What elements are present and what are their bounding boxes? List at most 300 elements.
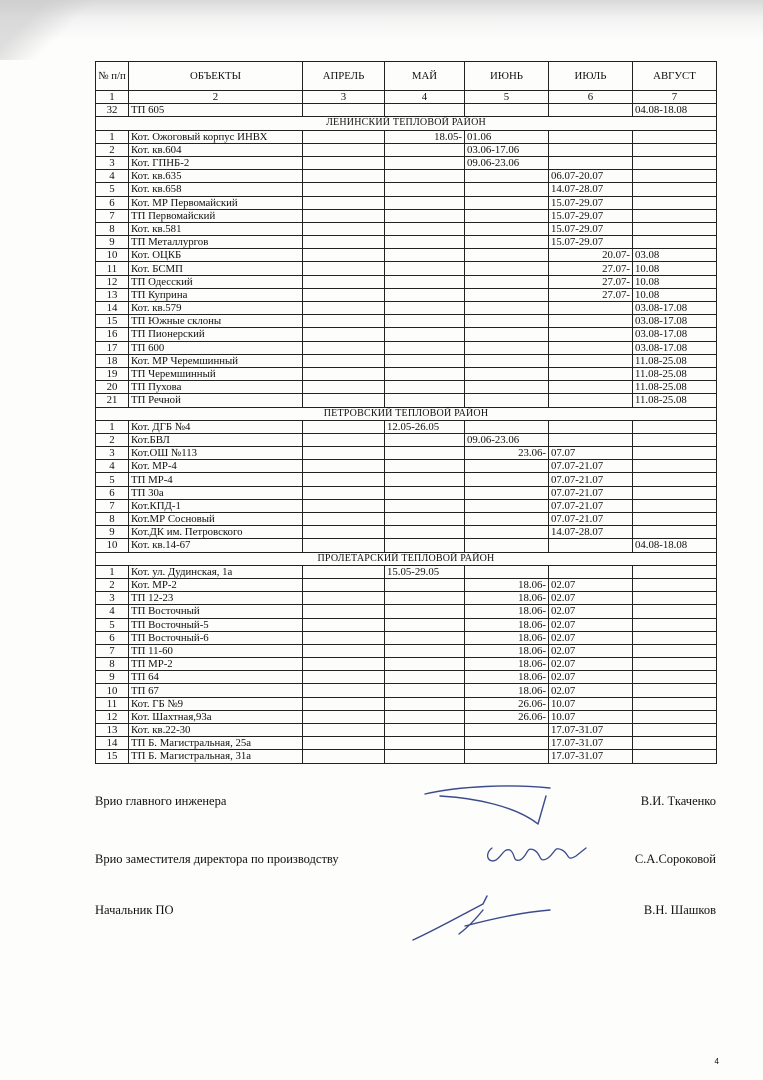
schedule-cell — [633, 170, 717, 183]
object-name: ТП 30а — [129, 486, 303, 499]
schedule-cell — [465, 473, 549, 486]
header-august: АВГУСТ — [633, 62, 717, 91]
schedule-dates: 17.07-31.07 — [549, 737, 633, 750]
table-row — [96, 592, 717, 605]
schedule-cell — [303, 473, 385, 486]
schedule-start: 18.06- — [465, 658, 549, 671]
table-row — [96, 209, 717, 222]
schedule-cell — [465, 460, 549, 473]
schedule-cell — [385, 262, 465, 275]
schedule-cell — [303, 104, 385, 117]
schedule-dates: 11.08-25.08 — [633, 354, 717, 367]
object-name: Кот.ДК им. Петровского — [129, 526, 303, 539]
schedule-dates: 03.08-17.08 — [633, 315, 717, 328]
schedule-cell — [303, 249, 385, 262]
table-row — [96, 697, 717, 710]
table-row — [96, 644, 717, 657]
schedule-end: 02.07 — [549, 605, 633, 618]
schedule-cell — [303, 262, 385, 275]
signature-name: С.А.Сороковой — [634, 852, 716, 866]
schedule-cell — [385, 697, 465, 710]
schedule-end: 02.07 — [549, 644, 633, 657]
row-number: 21 — [96, 394, 129, 407]
object-name: ТП 64 — [129, 671, 303, 684]
table-row — [96, 104, 717, 117]
object-name: Кот. БСМП — [129, 262, 303, 275]
schedule-cell — [303, 526, 385, 539]
schedule-cell — [385, 156, 465, 169]
schedule-cell — [385, 170, 465, 183]
table-row — [96, 578, 717, 591]
object-name: ТП 600 — [129, 341, 303, 354]
table-row — [96, 302, 717, 315]
schedule-cell — [465, 222, 549, 235]
object-name: Кот.КПД-1 — [129, 499, 303, 512]
row-number: 4 — [96, 460, 129, 473]
schedule-dates: 17.07-31.07 — [549, 724, 633, 737]
schedule-cell — [385, 222, 465, 235]
schedule-cell — [385, 724, 465, 737]
schedule-cell — [465, 486, 549, 499]
schedule-cell — [303, 222, 385, 235]
schedule-cell — [303, 433, 385, 446]
object-name: Кот. кв.22-30 — [129, 724, 303, 737]
schedule-cell — [303, 605, 385, 618]
schedule-cell — [465, 209, 549, 222]
schedule-cell — [385, 288, 465, 301]
schedule-cell — [465, 315, 549, 328]
header-objects: ОБЪЕКТЫ — [129, 62, 303, 91]
colnum: 6 — [549, 91, 633, 104]
schedule-cell — [385, 236, 465, 249]
section-row — [96, 552, 717, 565]
schedule-cell — [385, 710, 465, 723]
table-row — [96, 315, 717, 328]
signature-role: Начальник ПО — [95, 903, 174, 917]
schedule-end: 07.07 — [549, 447, 633, 460]
schedule-cell — [385, 578, 465, 591]
schedule-dates: 07.07-21.07 — [549, 499, 633, 512]
schedule-cell — [633, 486, 717, 499]
row-number: 11 — [96, 697, 129, 710]
schedule-cell — [385, 539, 465, 552]
row-number: 5 — [96, 618, 129, 631]
schedule-dates: 03.06-17.06 — [465, 143, 549, 156]
schedule-cell — [385, 618, 465, 631]
schedule-cell — [633, 750, 717, 763]
schedule-end: 10.08 — [633, 262, 717, 275]
row-number: 15 — [96, 315, 129, 328]
scan-corner-shadow — [0, 0, 100, 60]
schedule-dates: 09.06-23.06 — [465, 433, 549, 446]
row-number: 6 — [96, 486, 129, 499]
row-number: 8 — [96, 222, 129, 235]
schedule-cell — [303, 367, 385, 380]
schedule-cell — [385, 499, 465, 512]
header-row — [96, 62, 717, 91]
schedule-cell — [385, 275, 465, 288]
schedule-cell — [385, 473, 465, 486]
schedule-cell — [303, 341, 385, 354]
schedule-end: 10.07 — [549, 697, 633, 710]
schedule-cell — [465, 513, 549, 526]
schedule-cell — [549, 381, 633, 394]
object-name: Кот. ОЦКБ — [129, 249, 303, 262]
object-name: ТП 605 — [129, 104, 303, 117]
schedule-cell — [549, 328, 633, 341]
schedule-cell — [549, 302, 633, 315]
section-row — [96, 407, 717, 420]
row-number: 4 — [96, 605, 129, 618]
row-number: 3 — [96, 592, 129, 605]
object-name: Кот. кв.635 — [129, 170, 303, 183]
schedule-cell — [633, 156, 717, 169]
schedule-end: 02.07 — [549, 578, 633, 591]
schedule-dates: 04.08-18.08 — [633, 539, 717, 552]
schedule-end: 02.07 — [549, 631, 633, 644]
row-number: 9 — [96, 236, 129, 249]
schedule-cell — [633, 526, 717, 539]
schedule-cell — [385, 526, 465, 539]
schedule-cell — [385, 196, 465, 209]
table-row — [96, 236, 717, 249]
schedule-start: 18.06- — [465, 605, 549, 618]
schedule-cell — [385, 460, 465, 473]
schedule-dates: 03.08-17.08 — [633, 302, 717, 315]
table-row — [96, 433, 717, 446]
row-number: 20 — [96, 381, 129, 394]
schedule-cell — [633, 710, 717, 723]
schedule-cell — [465, 302, 549, 315]
schedule-cell — [385, 605, 465, 618]
schedule-cell — [633, 658, 717, 671]
schedule-dates: 12.05-26.05 — [385, 420, 465, 433]
object-name: ТП МР-4 — [129, 473, 303, 486]
schedule-cell — [633, 473, 717, 486]
schedule-cell — [633, 130, 717, 143]
schedule-dates: 15.07-29.07 — [549, 209, 633, 222]
row-number: 17 — [96, 341, 129, 354]
schedule-cell — [549, 420, 633, 433]
row-number: 3 — [96, 156, 129, 169]
schedule-cell — [303, 724, 385, 737]
object-name: ТП Б. Магистральная, 31а — [129, 750, 303, 763]
table-row — [96, 367, 717, 380]
object-name: Кот. МР Первомайский — [129, 196, 303, 209]
row-number: 13 — [96, 288, 129, 301]
schedule-cell — [303, 499, 385, 512]
schedule-cell — [303, 684, 385, 697]
schedule-cell — [303, 565, 385, 578]
schedule-dates: 07.07-21.07 — [549, 473, 633, 486]
schedule-cell — [633, 460, 717, 473]
schedule-cell — [385, 486, 465, 499]
schedule-cell — [633, 209, 717, 222]
object-name: ТП Восточный-5 — [129, 618, 303, 631]
schedule-start: 18.06- — [465, 644, 549, 657]
row-number: 11 — [96, 262, 129, 275]
schedule-cell — [385, 328, 465, 341]
schedule-cell — [385, 433, 465, 446]
row-number: 10 — [96, 539, 129, 552]
schedule-cell — [549, 341, 633, 354]
schedule-end: 02.07 — [549, 592, 633, 605]
object-name: ТП 12-23 — [129, 592, 303, 605]
object-name: Кот. кв.658 — [129, 183, 303, 196]
schedule-cell — [549, 433, 633, 446]
object-name: ТП Пухова — [129, 381, 303, 394]
schedule-start: 27.07- — [549, 262, 633, 275]
schedule-cell — [465, 526, 549, 539]
schedule-cell — [303, 460, 385, 473]
schedule-cell — [303, 750, 385, 763]
schedule-dates: 15.07-29.07 — [549, 222, 633, 235]
object-name: Кот. Шахтная,93а — [129, 710, 303, 723]
schedule-cell — [303, 156, 385, 169]
page-number: 4 — [714, 1057, 719, 1066]
schedule-cell — [549, 367, 633, 380]
table-row — [96, 724, 717, 737]
schedule-cell — [303, 697, 385, 710]
schedule-cell — [303, 420, 385, 433]
schedule-cell — [303, 354, 385, 367]
object-name: ТП Куприна — [129, 288, 303, 301]
schedule-dates: 15.05-29.05 — [385, 565, 465, 578]
object-name: Кот. кв.581 — [129, 222, 303, 235]
schedule-cell — [633, 222, 717, 235]
schedule-start: 18.06- — [465, 684, 549, 697]
table-row — [96, 737, 717, 750]
table-row — [96, 618, 717, 631]
schedule-cell — [385, 341, 465, 354]
colnum: 2 — [129, 91, 303, 104]
schedule-dates: 11.08-25.08 — [633, 367, 717, 380]
row-number: 3 — [96, 447, 129, 460]
schedule-cell — [303, 618, 385, 631]
schedule-cell — [303, 381, 385, 394]
table-row — [96, 565, 717, 578]
schedule-cell — [465, 328, 549, 341]
schedule-cell — [633, 196, 717, 209]
section-row — [96, 117, 717, 130]
object-name: Кот.ОШ №113 — [129, 447, 303, 460]
table-row — [96, 447, 717, 460]
schedule-cell — [465, 565, 549, 578]
schedule-dates: 03.08-17.08 — [633, 341, 717, 354]
schedule-cell — [385, 513, 465, 526]
schedule-cell — [549, 539, 633, 552]
schedule-cell — [465, 104, 549, 117]
schedule-start: 26.06- — [465, 697, 549, 710]
schedule-cell — [385, 737, 465, 750]
schedule-cell — [633, 618, 717, 631]
schedule-cell — [465, 750, 549, 763]
schedule-cell — [633, 605, 717, 618]
table-row — [96, 631, 717, 644]
schedule-cell — [633, 143, 717, 156]
row-number: 1 — [96, 130, 129, 143]
object-name: ТП Южные склоны — [129, 315, 303, 328]
schedule-cell — [385, 644, 465, 657]
schedule-cell — [385, 249, 465, 262]
row-number: 5 — [96, 473, 129, 486]
schedule-cell — [633, 644, 717, 657]
schedule-cell — [303, 539, 385, 552]
row-number: 5 — [96, 183, 129, 196]
schedule-cell — [465, 275, 549, 288]
row-number: 8 — [96, 513, 129, 526]
colnum: 3 — [303, 91, 385, 104]
schedule-cell — [549, 315, 633, 328]
schedule-cell — [549, 130, 633, 143]
schedule-cell — [303, 288, 385, 301]
schedule-dates: 07.07-21.07 — [549, 513, 633, 526]
row-number: 32 — [96, 104, 129, 117]
row-number: 9 — [96, 526, 129, 539]
table-row — [96, 288, 717, 301]
schedule-start: 27.07- — [549, 275, 633, 288]
row-number: 8 — [96, 658, 129, 671]
schedule-cell — [633, 684, 717, 697]
row-number: 10 — [96, 684, 129, 697]
object-name: Кот. Ожоговый корпус ИНВХ — [129, 130, 303, 143]
schedule-cell — [385, 104, 465, 117]
table-row — [96, 526, 717, 539]
schedule-dates: 04.08-18.08 — [633, 104, 717, 117]
schedule-end: 02.07 — [549, 658, 633, 671]
row-number: 1 — [96, 565, 129, 578]
row-number: 2 — [96, 143, 129, 156]
schedule-cell — [385, 367, 465, 380]
table-row — [96, 473, 717, 486]
table-row — [96, 222, 717, 235]
schedule-end: 10.07 — [549, 710, 633, 723]
schedule-dates: 11.08-25.08 — [633, 381, 717, 394]
schedule-cell — [633, 236, 717, 249]
table-row — [96, 262, 717, 275]
schedule-end: 02.07 — [549, 671, 633, 684]
schedule-cell — [465, 354, 549, 367]
schedule-end: 02.07 — [549, 684, 633, 697]
schedule-cell — [465, 381, 549, 394]
schedule-dates: 11.08-25.08 — [633, 394, 717, 407]
row-number: 15 — [96, 750, 129, 763]
header-july: ИЮЛЬ — [549, 62, 633, 91]
table-row — [96, 341, 717, 354]
schedule-cell — [633, 447, 717, 460]
row-number: 12 — [96, 275, 129, 288]
row-number: 7 — [96, 644, 129, 657]
row-number: 6 — [96, 631, 129, 644]
schedule-cell — [465, 367, 549, 380]
table-row — [96, 671, 717, 684]
row-number: 14 — [96, 737, 129, 750]
schedule-cell — [385, 631, 465, 644]
colnum: 4 — [385, 91, 465, 104]
table-row — [96, 183, 717, 196]
object-name: Кот.БВЛ — [129, 433, 303, 446]
table-row — [96, 381, 717, 394]
schedule-cell — [385, 315, 465, 328]
object-name: Кот. ГПНБ-2 — [129, 156, 303, 169]
schedule-cell — [385, 750, 465, 763]
schedule-start: 18.06- — [465, 631, 549, 644]
schedule-body — [96, 104, 717, 763]
colnum: 7 — [633, 91, 717, 104]
schedule-start: 18.06- — [465, 618, 549, 631]
schedule-cell — [549, 565, 633, 578]
schedule-cell — [303, 578, 385, 591]
schedule-start: 18.06- — [465, 671, 549, 684]
object-name: Кот. МР-4 — [129, 460, 303, 473]
table-row — [96, 196, 717, 209]
schedule-dates: 06.07-20.07 — [549, 170, 633, 183]
schedule-cell — [633, 183, 717, 196]
schedule-cell — [465, 341, 549, 354]
table-row — [96, 499, 717, 512]
object-name: Кот. ул. Дудинская, 1а — [129, 565, 303, 578]
schedule-start: 23.06- — [465, 447, 549, 460]
schedule-cell — [633, 592, 717, 605]
table-row — [96, 275, 717, 288]
schedule-dates: 15.07-29.07 — [549, 196, 633, 209]
row-number: 14 — [96, 302, 129, 315]
schedule-start: 18.06- — [465, 592, 549, 605]
object-name: Кот. ДГБ №4 — [129, 420, 303, 433]
schedule-cell — [465, 724, 549, 737]
schedule-cell — [633, 724, 717, 737]
schedule-cell — [303, 236, 385, 249]
row-number: 18 — [96, 354, 129, 367]
schedule-cell — [303, 196, 385, 209]
schedule-cell — [465, 170, 549, 183]
schedule-cell — [549, 394, 633, 407]
schedule-dates: 14.07-28.07 — [549, 526, 633, 539]
schedule-cell — [633, 737, 717, 750]
header-june: ИЮНЬ — [465, 62, 549, 91]
schedule-cell — [385, 143, 465, 156]
schedule-dates: 14.07-28.07 — [549, 183, 633, 196]
row-number: 1 — [96, 420, 129, 433]
schedule-cell — [303, 315, 385, 328]
schedule-cell — [549, 354, 633, 367]
schedule-cell — [633, 631, 717, 644]
table-row — [96, 328, 717, 341]
schedule-cell — [633, 499, 717, 512]
schedule-cell — [385, 684, 465, 697]
object-name: ТП 11-60 — [129, 644, 303, 657]
table-row — [96, 394, 717, 407]
schedule-cell — [303, 170, 385, 183]
colnum: 5 — [465, 91, 549, 104]
schedule-cell — [385, 447, 465, 460]
schedule-cell — [465, 183, 549, 196]
schedule-cell — [385, 394, 465, 407]
object-name: Кот.МР Сосновый — [129, 513, 303, 526]
schedule-cell — [303, 631, 385, 644]
object-name: ТП 67 — [129, 684, 303, 697]
object-name: ТП Одесский — [129, 275, 303, 288]
object-name: ТП Восточный-6 — [129, 631, 303, 644]
schedule-cell — [303, 592, 385, 605]
schedule-cell — [303, 513, 385, 526]
schedule-dates: 03.08-17.08 — [633, 328, 717, 341]
table-row — [96, 420, 717, 433]
schedule-table — [95, 61, 717, 764]
row-number: 7 — [96, 209, 129, 222]
table-row — [96, 249, 717, 262]
schedule-cell — [465, 539, 549, 552]
